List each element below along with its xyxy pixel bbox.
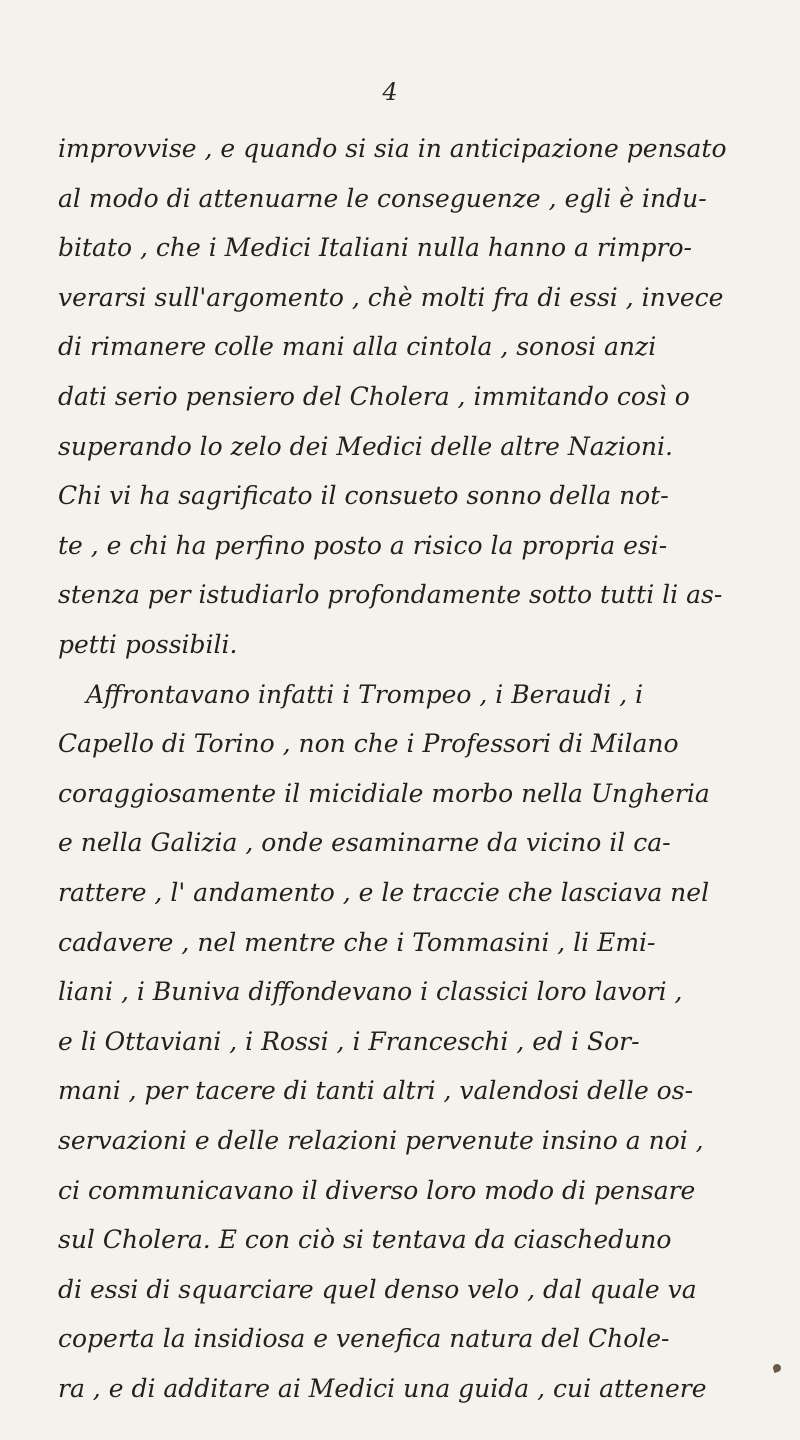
text-line: e nella Galizia , onde esaminarne da vicino il ca- — [58, 828, 671, 858]
text-line: sul Cholera. E con ciò si tentava da ciascheduno — [58, 1225, 672, 1255]
text-line: cadavere , nel mentre che i Tommasini , li Emi- — [58, 927, 656, 957]
text-line: Chi vi ha sagrificato il consueto sonno della not- — [58, 481, 669, 511]
text-line: verarsi sull'argomento , chè molti fra di essi , invece — [58, 282, 724, 312]
text-line: servazioni e delle relazioni pervenute insino a noi , — [58, 1126, 704, 1155]
text-line: Affrontavano infatti i Trompeo , i Beraudi , i — [86, 679, 644, 709]
text-line: mani , per tacere di tanti altri , valendosi delle os- — [58, 1076, 694, 1106]
text-line: superando lo zelo dei Medici delle altre Nazioni. — [58, 431, 673, 461]
text-line: Capello di Torino , non che i Professori di Milano — [58, 729, 679, 759]
text-line: stenza per istudiarlo profondamente sotto tutti li as- — [58, 580, 723, 610]
page-number: 4 — [382, 78, 398, 106]
text-line: dati serio pensiero del Cholera , immitando così o — [58, 382, 690, 411]
text-line: ra , e di additare ai Medici una guida , cui attenere — [58, 1374, 707, 1403]
text-line: liani , i Buniva diffondevano i classici loro lavori , — [58, 977, 683, 1007]
text-line: petti possibili. — [58, 630, 238, 659]
text-line: improvvise , e quando si sia in anticipazione pensato — [58, 134, 727, 163]
text-line: e li Ottaviani , i Rossi , i Franceschi , ed i Sor- — [58, 1026, 640, 1056]
text-line: al modo di attenuarne le conseguenze , egli è indu- — [58, 183, 707, 213]
ink-mark — [772, 1363, 782, 1373]
text-line: coperta la insidiosa e venefica natura del Chole- — [58, 1324, 670, 1354]
text-line: te , e chi ha perfino posto a risico la propria esi- — [58, 530, 668, 560]
text-line: di rimanere colle mani alla cintola , sonosi anzi — [58, 332, 657, 362]
text-line: rattere , l' andamento , e le traccie che lasciava nel — [58, 878, 710, 907]
text-line: di essi di squarciare quel denso velo , dal quale va — [58, 1274, 697, 1304]
text-line: coraggiosamente il micidiale morbo nella Ungheria — [58, 778, 710, 808]
text-line: ci communicavano il diverso loro modo di pensare — [58, 1175, 696, 1205]
text-line: bitato , che i Medici Italiani nulla hanno a rimpro- — [58, 233, 692, 263]
